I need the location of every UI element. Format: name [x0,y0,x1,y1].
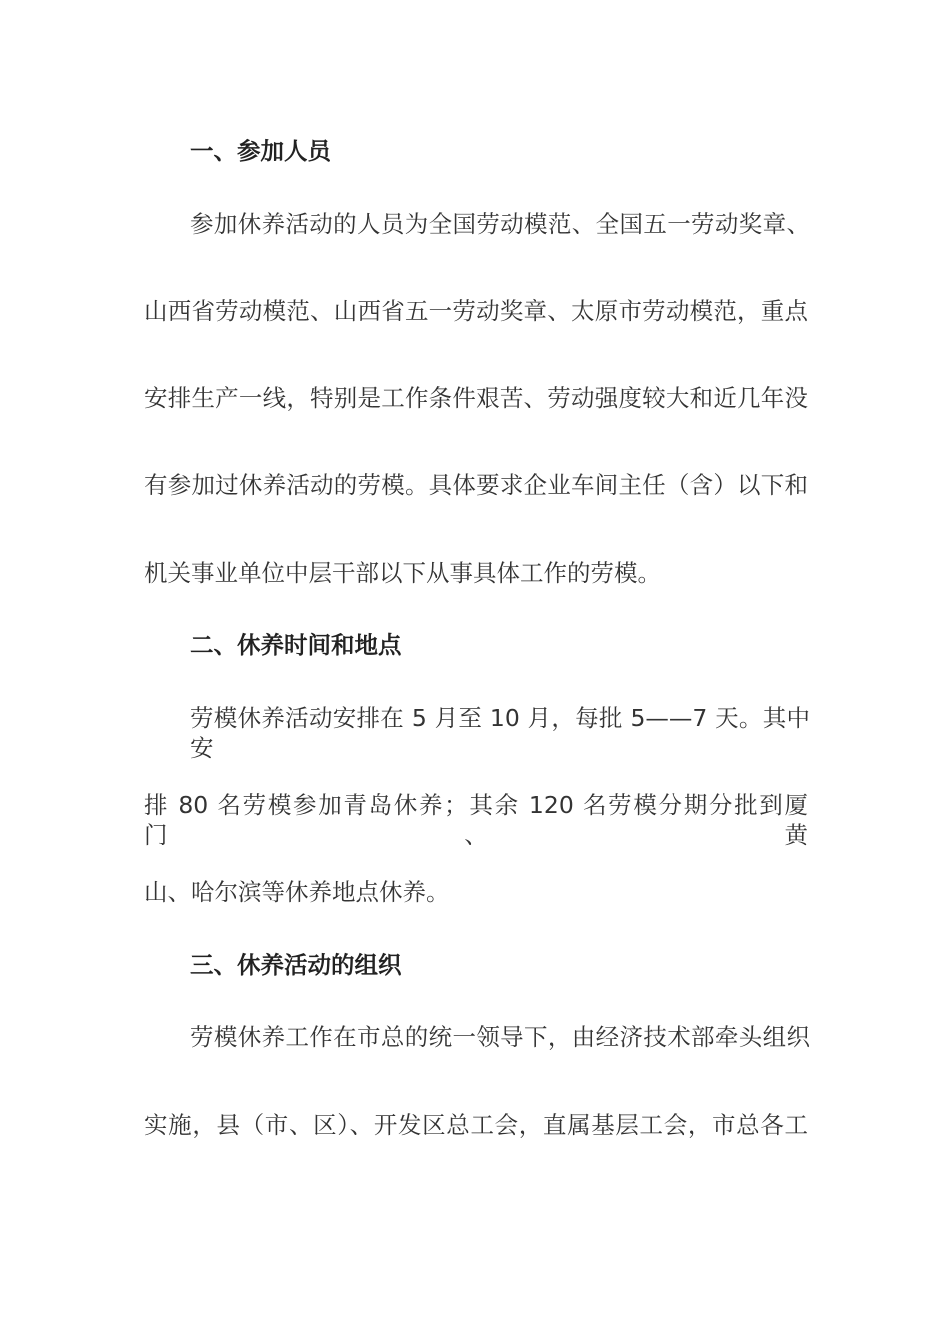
paragraph-line: 有参加过休养活动的劳模。具体要求企业车间主任（含）以下和 [144,471,808,499]
paragraph-line: 排 80 名劳模参加青岛休养；其余 120 名劳模分期分批到厦门、黄 [144,791,808,849]
paragraph-line: 劳模休养工作在市总的统一领导下，由经济技术部牵头组织 [190,1023,810,1051]
paragraph-line: 机关事业单位中层干部以下从事具体工作的劳模。 [144,559,661,587]
paragraph-line: 劳模休养活动安排在 5 月至 10 月，每批 5——7 天。其中安 [190,704,810,762]
paragraph-line: 山西省劳动模范、山西省五一劳动奖章、太原市劳动模范，重点 [144,297,808,325]
paragraph-line: 山、哈尔滨等休养地点休养。 [144,878,450,906]
section-heading-2: 二、休养时间和地点 [190,631,402,659]
section-heading-3: 三、休养活动的组织 [190,951,402,979]
paragraph-line: 安排生产一线，特别是工作条件艰苦、劳动强度较大和近几年没 [144,384,808,412]
paragraph-line: 实施，县（市、区）、开发区总工会，直属基层工会，市总各工 [144,1111,808,1139]
paragraph-line: 参加休养活动的人员为全国劳动模范、全国五一劳动奖章、 [190,210,810,238]
section-heading-1: 一、参加人员 [190,137,331,165]
